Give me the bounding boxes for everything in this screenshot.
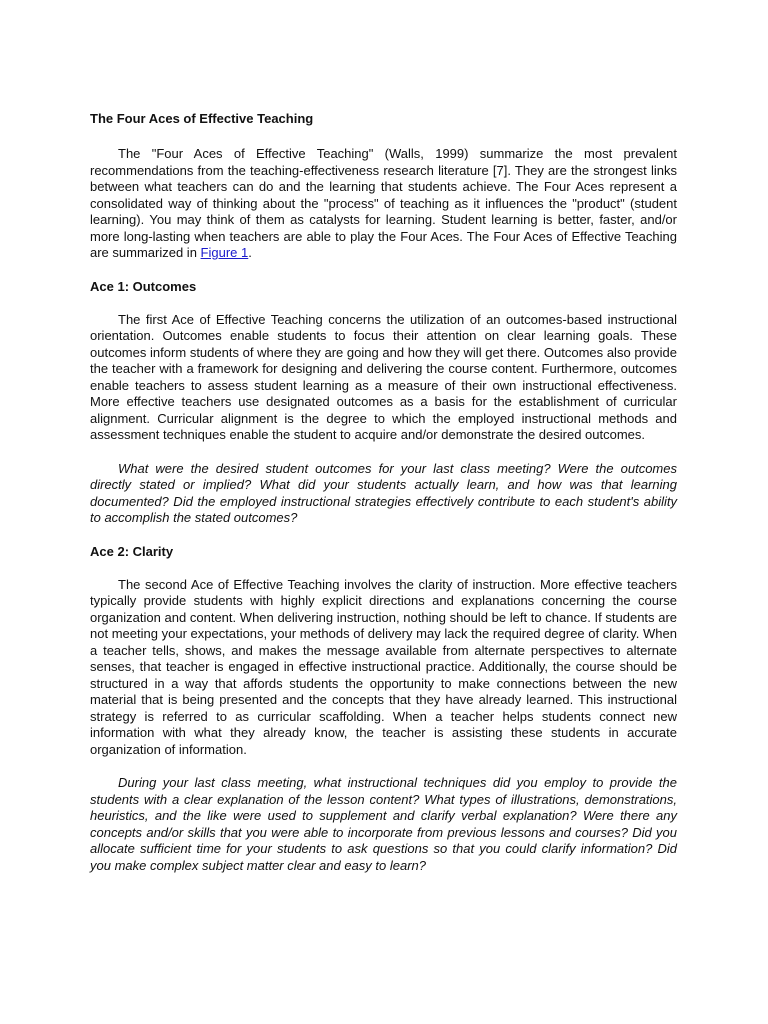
ace2-question: During your last class meeting, what instructional techniques did you employ to provide the students with a clear explanation of the lesson content? What types of illustrations, demonstrations, heuristics, and the like were used to supplement and clarify verbal explanation? Were there any concepts and/or skills that you were able to incorporate from previous lessons and courses? Did you allocate sufficient time for your students to ask questions so that you could clarify information? Did you make complex subject matter clear and easy to learn? xyxy=(90,775,677,873)
ace1-heading: Ace 1: Outcomes xyxy=(90,278,197,294)
intro-text: The "Four Aces of Effective Teaching" (Walls, 1999) summarize the most prevalent recommendations from the teaching-effectiveness research literature [7]. They are the strongest links between what teachers can do and the learning that students achieve. The Four Aces represent a consolidated way of thinking about the "process" of teaching as it influences the "product" (student learning). You may think of them as catalysts for learning. Student learning is better, faster, and/or more long-lasting when teachers are able to play the Four Aces. The Four Aces of Effective Teaching are summarized in xyxy=(90,146,677,260)
intro-text-end: . xyxy=(248,245,252,260)
figure-1-link[interactable]: Figure 1 xyxy=(200,245,249,260)
ace1-question: What were the desired student outcomes for your last class meeting? Were the outcomes directly stated or implied? What did your students actually learn, and how was that learning documented? Did the employed instructional strategies effectively contribute to each student's ability to accomplish the stated outcomes? xyxy=(90,460,677,525)
ace2-heading: Ace 2: Clarity xyxy=(90,543,174,559)
document-title: The Four Aces of Effective Teaching xyxy=(90,111,314,126)
ace2-body: The second Ace of Effective Teaching involves the clarity of instruction. More effective teachers typically provide students with highly explicit directions and explanations concerning the course organization and content. When delivering instruction, nothing should be left to chance. If students are not meeting your expectations, your methods of delivery may lack the required degree of clarity. When a teacher tells, shows, and makes the message available from alternate perspectives to alternate senses, that teacher is engaged in effective instructional practice. Additionally, the course should be structured in a way that affords students the opportunity to make connections between the new material that is being presented and the concepts that they have already learned. This instructional strategy is referred to as curricular scaffolding. When a teacher helps students connect new information with what they already know, the teacher is assisting these students in accurate organization of information. xyxy=(90,576,677,757)
intro-paragraph xyxy=(90,146,677,262)
document-page xyxy=(90,110,677,874)
ace1-body: The first Ace of Effective Teaching concerns the utilization of an outcomes-based instructional orientation. Outcomes enable students to focus their attention on clear learning goals. These outcomes inform students of where they are going and how they will get there. Outcomes also provide the teacher with a framework for designing and delivering the course content. Furthermore, outcomes enable teachers to assess student learning as a measure of their own instructional effectiveness. More effective teachers use designated outcomes as a basis for the establishment of curricular alignment. Curricular alignment is the degree to which the employed instructional methods and assessment techniques enable the student to acquire and/or demonstrate the desired outcomes. xyxy=(90,311,677,442)
